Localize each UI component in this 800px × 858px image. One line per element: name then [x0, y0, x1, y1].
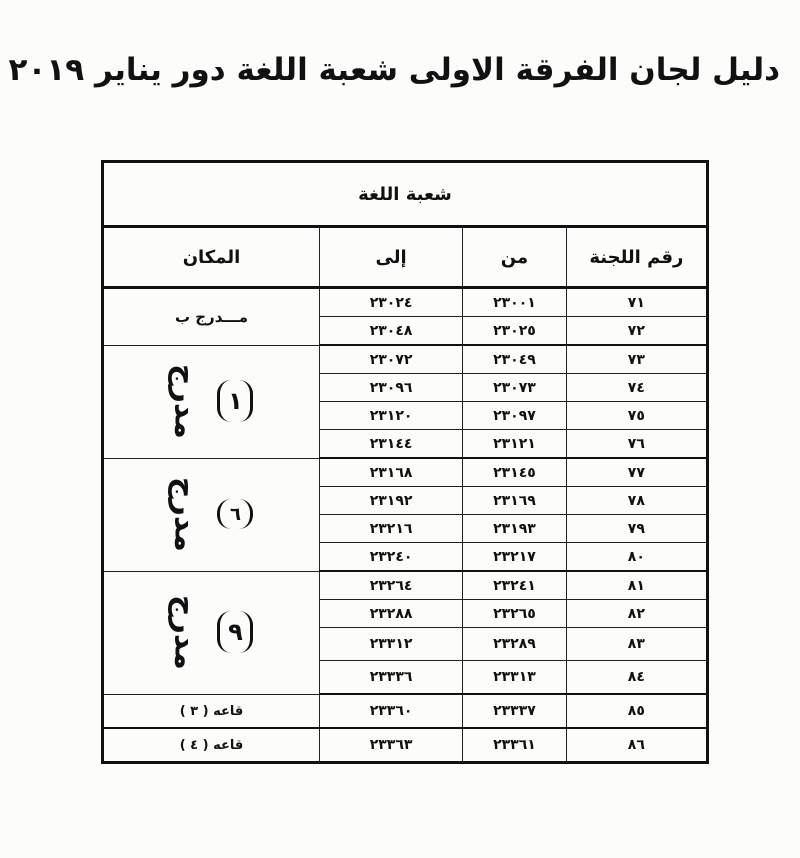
committee-number: ٨٣ [566, 628, 707, 661]
seat-to: ٢٣٣٣٦ [319, 661, 462, 695]
column-headers [103, 227, 708, 288]
seat-to: ٢٣١٤٤ [319, 430, 462, 459]
place-room-4: قاعه ( ٤ ) [179, 738, 244, 753]
seat-from: ٢٣٣٦١ [463, 728, 567, 763]
table-row [103, 345, 708, 374]
seat-from: ٢٣١٢١ [463, 430, 567, 459]
seat-to: ٢٣٣٦٠ [319, 694, 462, 728]
seat-from: ٢٣١٦٩ [463, 487, 567, 515]
place-hall-9 [104, 595, 319, 670]
seat-to: ٢٣١٦٨ [319, 458, 462, 487]
place-cell [103, 571, 320, 694]
seat-from: ٢٣٠٩٧ [463, 402, 567, 430]
seat-to: ٢٣١٢٠ [319, 402, 462, 430]
seat-from: ٢٣٣٣٧ [463, 694, 567, 728]
place-hall-1 [104, 364, 319, 439]
seat-to: ٢٣٢١٦ [319, 515, 462, 543]
hall-number-badge: ١ [217, 380, 253, 422]
seat-to: ٢٣٣١٢ [319, 628, 462, 661]
table-row [103, 694, 708, 728]
committee-number: ٧٣ [566, 345, 707, 374]
seat-from: ٢٣٣١٣ [463, 661, 567, 695]
committee-number: ٨٠ [566, 543, 707, 572]
table-row [103, 288, 708, 317]
place-cell [103, 728, 320, 763]
place-cell [103, 694, 320, 728]
seat-to: ٢٣٠٧٢ [319, 345, 462, 374]
seat-from: ٢٣٢١٧ [463, 543, 567, 572]
table-row [103, 728, 708, 763]
seat-to: ٢٣٢٦٤ [319, 571, 462, 600]
header-committee-number: رقم اللجنة [566, 227, 707, 288]
committee-number: ٧٨ [566, 487, 707, 515]
document-title: دليل لجان الفرقة الاولى شعبة اللغة دور يناير ٢٠١٩ [8, 52, 780, 88]
seat-from: ٢٣٠٧٣ [463, 374, 567, 402]
hall-word: مدرج [167, 364, 203, 439]
committees-table [101, 160, 709, 764]
seat-from: ٢٣١٩٣ [463, 515, 567, 543]
hall-number-badge: ٦ [217, 499, 253, 529]
hall-number-badge: ٩ [217, 611, 253, 653]
place-cell [103, 288, 320, 346]
seat-to: ٢٣٠٢٤ [319, 288, 462, 317]
table-row [103, 458, 708, 487]
place-hall-6 [104, 477, 319, 552]
seat-to: ٢٣١٩٢ [319, 487, 462, 515]
header-to: إلى [319, 227, 462, 288]
place-room-3: قاعه ( ٣ ) [179, 703, 244, 719]
seat-to: ٢٣٢٨٨ [319, 600, 462, 628]
header-from: من [463, 227, 567, 288]
committee-number: ٨٤ [566, 661, 707, 695]
committee-number: ٧٢ [566, 317, 707, 346]
committee-number: ٧١ [566, 288, 707, 317]
committee-number: ٨٢ [566, 600, 707, 628]
seat-from: ٢٣٢٦٥ [463, 600, 567, 628]
committee-number: ٧٥ [566, 402, 707, 430]
place-amphitheater-b: مـــدرج ب [174, 307, 249, 326]
seat-to: ٢٣٣٦٣ [319, 728, 462, 763]
header-place: المكان [103, 227, 320, 288]
seat-to: ٢٣٠٤٨ [319, 317, 462, 346]
seat-from: ٢٣٢٤١ [463, 571, 567, 600]
committee-number: ٧٦ [566, 430, 707, 459]
hall-word: مدرج [167, 595, 203, 670]
committee-number: ٨٥ [566, 694, 707, 728]
committee-number: ٧٩ [566, 515, 707, 543]
seat-from: ٢٣٢٨٩ [463, 628, 567, 661]
seat-to: ٢٣٠٩٦ [319, 374, 462, 402]
section-heading: شعبة اللغة [103, 162, 708, 227]
committee-number: ٨١ [566, 571, 707, 600]
seat-to: ٢٣٢٤٠ [319, 543, 462, 572]
table-row [103, 571, 708, 600]
place-cell [103, 345, 320, 458]
seat-from: ٢٣٠٤٩ [463, 345, 567, 374]
committee-number: ٧٤ [566, 374, 707, 402]
seat-from: ٢٣٠٢٥ [463, 317, 567, 346]
committee-number: ٧٧ [566, 458, 707, 487]
committee-number: ٨٦ [566, 728, 707, 763]
place-cell [103, 458, 320, 571]
seat-from: ٢٣١٤٥ [463, 458, 567, 487]
hall-word: مدرج [167, 477, 203, 552]
seat-from: ٢٣٠٠١ [463, 288, 567, 317]
